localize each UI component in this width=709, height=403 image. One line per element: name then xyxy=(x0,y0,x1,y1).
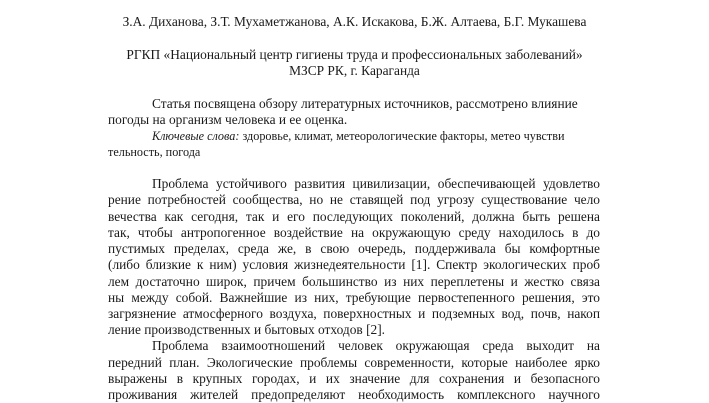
keywords-line-2: тельность, погода xyxy=(108,145,201,159)
affiliation-line-2: МЗСР РК, г. Караганда xyxy=(289,63,420,78)
body-line: (либо близкие к ним) условия жизнедеятельности [1]. Спектр экологических проб xyxy=(108,257,600,272)
body-line: Проблема устойчивого развития цивилизации, обеспечивающей удовлетво xyxy=(152,176,600,191)
authors-line: З.А. Диханова, З.Т. Мухаметжанова, А.К. Искакова, Б.Ж. Алтаева, Б.Г. Мукашева xyxy=(122,14,587,29)
keywords-line-1 xyxy=(152,128,565,144)
body-line: проживания жителей предопределяют необходимость комплексного научного xyxy=(108,387,600,402)
body-line: передний план. Экологические проблемы современности, которые наиболее ярко xyxy=(108,355,600,370)
body-line: Проблема взаимоотношений человек окружающая среда выходит на xyxy=(152,338,600,353)
abstract-line-1: Статья посвящена обзору литературных источников, рассмотрено влияние xyxy=(152,96,578,111)
body-line: ны между собой. Важнейшие из них, требующие первостепенного решения, это xyxy=(108,290,600,305)
affiliation-line-1: РГКП «Национальный центр гигиены труда и профессиональных заболеваний» xyxy=(126,47,583,62)
body-line: пустимых пределах, среда же, в свою очередь, поддерживала бы комфортные xyxy=(108,241,600,256)
keywords-label: Ключевые слова: xyxy=(152,129,240,143)
body-line: выражены в крупных городах, и их значение для сохранения и безопасного xyxy=(108,371,600,386)
body-line: ление производственных и бытовых отходов [2]. xyxy=(108,322,386,337)
body-line: рение потребностей сообщества, но не ставящей под угрозу существование чело xyxy=(108,192,600,207)
body-line: загрязнение атмосферного воздуха, поверхностных и подземных вод, почв, накоп xyxy=(108,306,600,321)
body-line: лем достаточно широк, причем большинство из них переплетены и жестко связа xyxy=(108,274,600,289)
abstract-line-2: погоды на организм человека и ее оценка. xyxy=(108,112,348,127)
keywords-text-1: здоровье, климат, метеорологические факторы, метео чувстви xyxy=(242,129,565,143)
body-line: вечества как сегодня, так и его последующих поколений, должна быть решена xyxy=(108,209,600,224)
body-line: так, чтобы антропогенное воздействие на окружающую среду находилось в до xyxy=(108,225,600,240)
